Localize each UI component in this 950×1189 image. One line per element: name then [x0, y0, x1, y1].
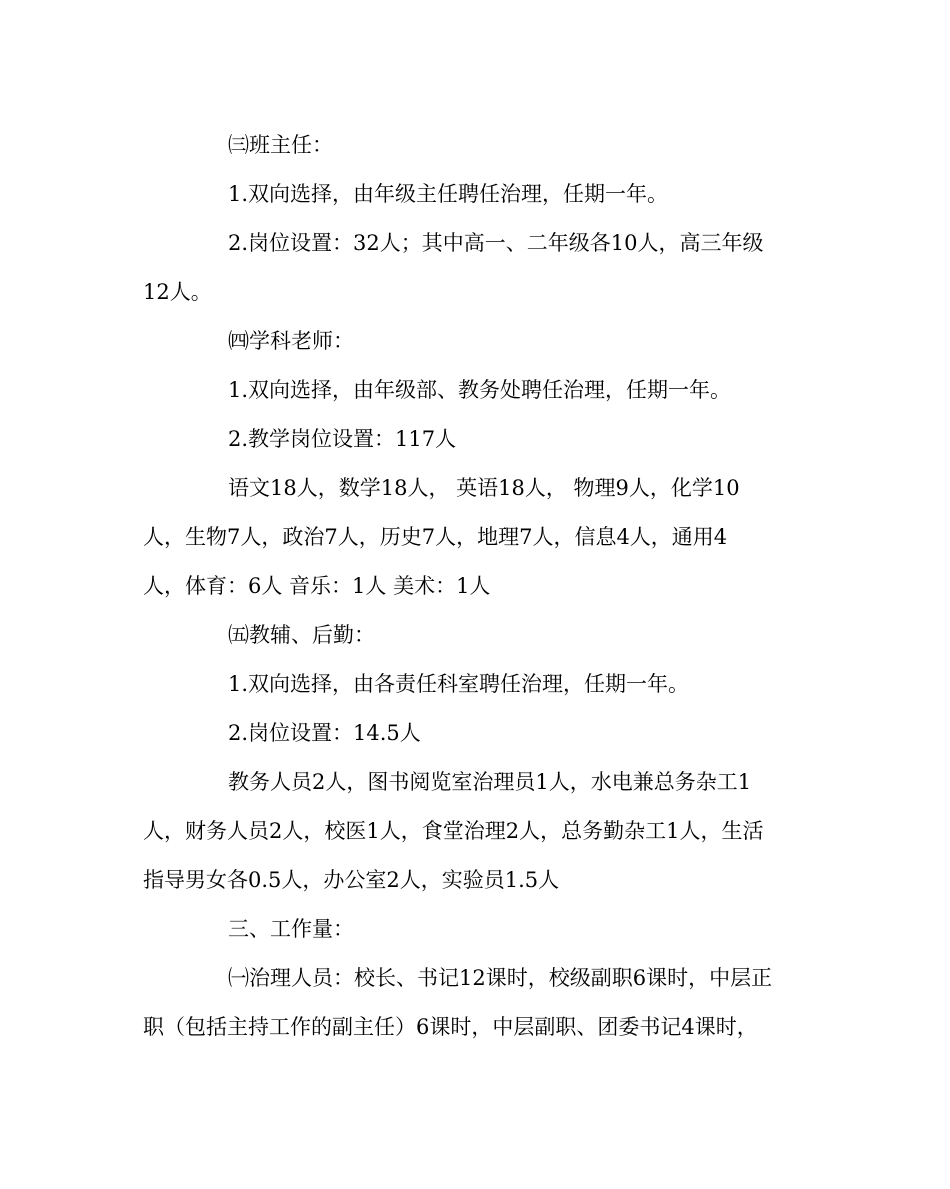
paragraph-line: ㈠治理人员：校长、书记12课时，校级副职6课时，中层正	[228, 966, 773, 990]
section-heading-class-teacher: ㈢班主任：	[228, 133, 333, 157]
paragraph-line: 职（包括主持工作的副主任）6课时，中层副职、团委书记4课时，	[143, 1015, 758, 1039]
section-heading-support-staff: ㈤教辅、后勤：	[228, 623, 375, 647]
paragraph-line: 人，体育：6人 音乐：1人 美术：1人	[143, 574, 491, 598]
paragraph-line: 2.教学岗位设置：117人	[228, 427, 457, 451]
section-heading-subject-teacher: ㈣学科老师：	[228, 329, 354, 353]
paragraph-line: 1.双向选择，由年级部、教务处聘任治理，任期一年。	[228, 378, 732, 402]
paragraph-line: 1.双向选择，由年级主任聘任治理，任期一年。	[228, 182, 669, 206]
paragraph-line: 2.岗位设置：32人；其中高一、二年级各10人，高三年级	[228, 231, 764, 255]
paragraph-line: 1.双向选择，由各责任科室聘任治理，任期一年。	[228, 672, 690, 696]
paragraph-line: 2.岗位设置：14.5人	[228, 721, 421, 745]
paragraph-line: 指导男女各0.5人，办公室2人，实验员1.5人	[143, 868, 560, 892]
paragraph-line: 12人。	[143, 280, 212, 304]
paragraph-line: 语文18人，数学18人， 英语18人， 物理9人，化学10	[228, 476, 740, 500]
paragraph-line: 人，生物7人，政治7人，历史7人，地理7人，信息4人，通用4	[143, 525, 728, 549]
section-heading-workload: 三、工作量：	[228, 917, 354, 941]
paragraph-line: 人，财务人员2人，校医1人，食堂治理2人，总务勤杂工1人，生活	[143, 819, 764, 843]
paragraph-line: 教务人员2人，图书阅览室治理员1人，水电兼总务杂工1	[228, 770, 752, 794]
